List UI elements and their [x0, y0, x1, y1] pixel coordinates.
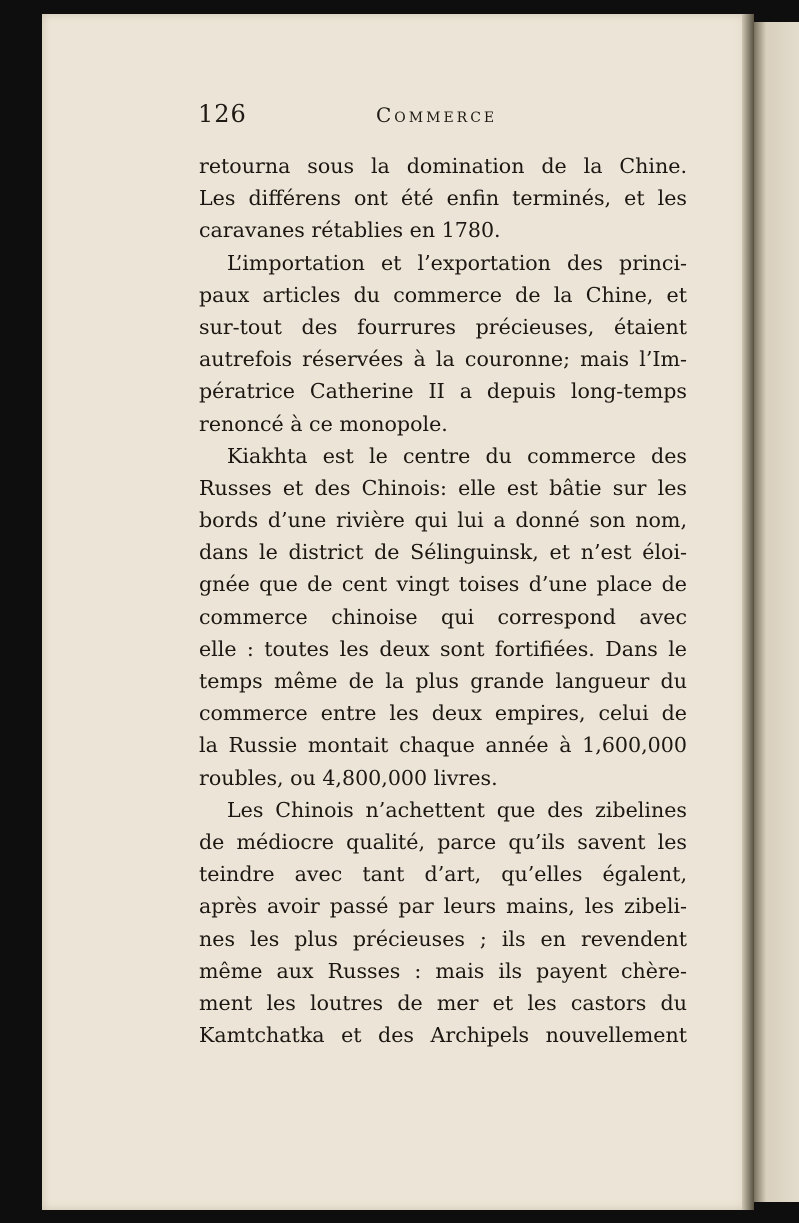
page-header — [198, 100, 688, 134]
text-line: Kamtchatka et des Archipels nouvellement — [199, 1023, 687, 1048]
text-line: temps même de la plus grande langueur du — [199, 669, 687, 693]
text-line: après avoir passé par leurs mains, les zibeli- — [199, 894, 687, 919]
text-line: ment les loutres de mer et les castors du — [199, 990, 687, 1015]
text-line: Russes et des Chinois: elle est bâtie sur les — [199, 475, 687, 500]
page-gutter — [742, 14, 754, 1210]
text-line: L’importation et l’exportation des princi- — [227, 250, 687, 275]
text-line: bords d’une rivière qui lui a donné son nom, — [199, 508, 687, 533]
text-line: Kiakhta est le centre du commerce des — [227, 443, 687, 468]
text-line: teindre avec tant d’art, qu’elles égalent, — [199, 862, 687, 887]
text-line: de médiocre qualité, parce qu’ils savent les — [199, 829, 687, 854]
text-line: renoncé à ce monopole. — [199, 411, 448, 436]
text-line: sur-tout des fourrures précieuses, étaient — [199, 314, 687, 339]
text-line: caravanes rétablies en 1780. — [199, 218, 501, 243]
text-line: dans le district de Sélinguinsk, et n’est éloi- — [199, 540, 687, 565]
page-number: 126 — [198, 100, 247, 128]
text-line: autrefois réservées à la couronne; mais l’Im- — [199, 347, 687, 372]
text-line: retourna sous la domination de la Chine. — [199, 154, 687, 178]
text-line: elle : toutes les deux sont fortifiées. Dans le — [199, 636, 687, 661]
text-line: pératrice Catherine II a depuis long-temps — [199, 379, 687, 404]
text-line: commerce entre les deux empires, celui de — [199, 701, 687, 726]
text-line: Les différens ont été enfin terminés, et les — [199, 186, 687, 211]
text-line: paux articles du commerce de la Chine, et — [199, 282, 687, 307]
text-line: Les Chinois n’achettent que des zibelines — [227, 797, 687, 822]
running-head: Commerce — [376, 103, 498, 127]
text-line: même aux Russes : mais ils payent chère- — [199, 958, 687, 983]
facing-page-edge — [752, 22, 799, 1202]
text-line: la Russie montait chaque année à 1,600,000 — [199, 733, 687, 758]
body-text — [199, 150, 687, 1051]
text-line: commerce chinoise qui correspond avec — [199, 604, 687, 629]
text-line: roubles, ou 4,800,000 livres. — [199, 765, 498, 790]
text-line: nes les plus précieuses ; ils en revendent — [199, 926, 687, 951]
text-line: gnée que de cent vingt toises d’une place de — [199, 572, 687, 597]
